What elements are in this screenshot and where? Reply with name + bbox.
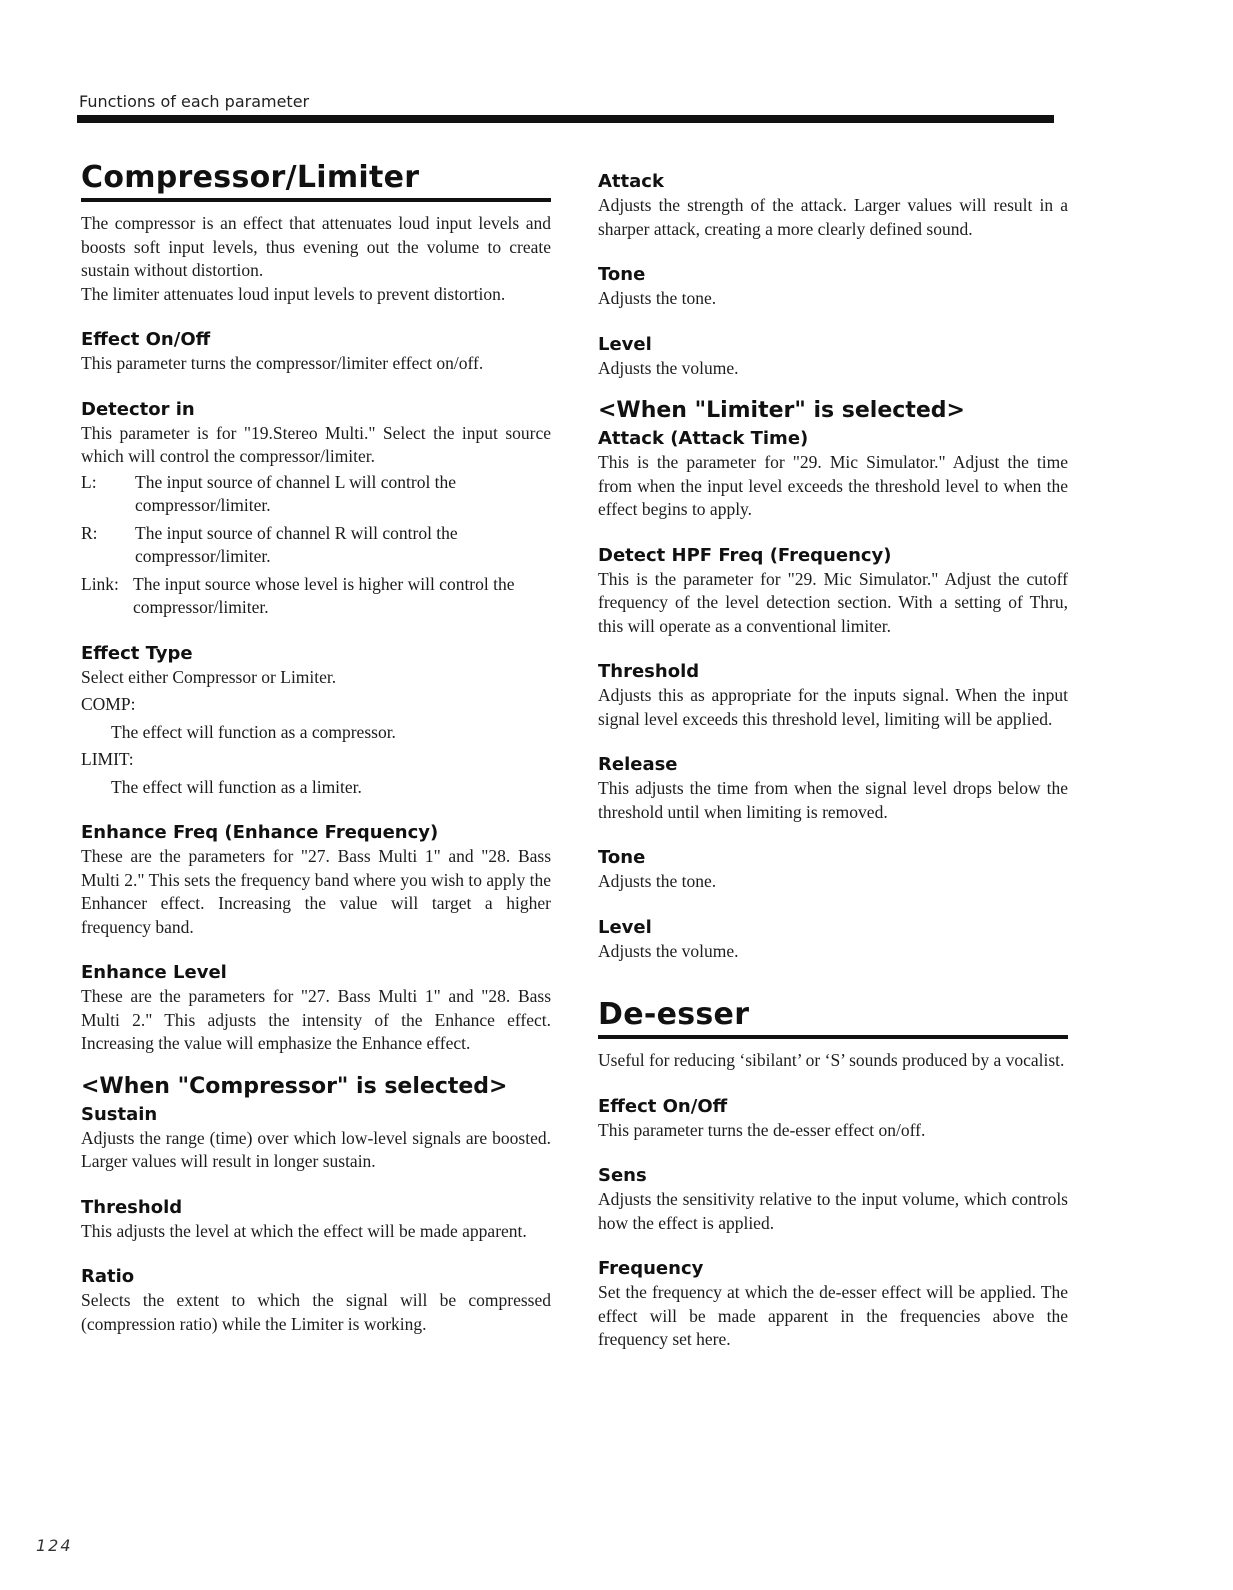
option-desc: The input source of channel L will control the compressor/limiter.: [135, 471, 457, 515]
param-frequency: [598, 1257, 1068, 1352]
param-desc: Adjusts the strength of the attack. Larger values will result in a sharper attack, creating a more clearly defined sound.: [598, 195, 1068, 239]
param-deesser-onoff: [598, 1095, 1068, 1143]
param-name: Detector in: [81, 398, 195, 420]
option-desc: The input source of channel R will control the compressor/limiter.: [135, 522, 458, 566]
param-name: Attack (Attack Time): [598, 428, 809, 449]
param-desc: Set the frequency at which the de-esser effect will be applied. The effect will be made apparent in the frequencies above the frequency set here.: [598, 1282, 1068, 1349]
param-desc: Adjusts the range (time) over which low-level signals are boosted. Larger values will result in longer sustain.: [81, 1127, 551, 1171]
param-ratio: [81, 1265, 551, 1336]
param-desc: Adjusts the tone.: [598, 871, 717, 891]
param-release: [598, 753, 1068, 824]
left-column: [81, 160, 551, 1336]
param-desc: Adjusts the volume.: [598, 357, 739, 378]
param-name: Threshold: [81, 1196, 183, 1218]
param-name: Effect On/Off: [598, 1095, 728, 1117]
section-title-compressor: Compressor/Limiter: [81, 160, 551, 202]
param-name: Level: [598, 333, 652, 355]
right-column: [598, 170, 1068, 1352]
param-name: Effect On/Off: [81, 329, 211, 350]
param-desc: Adjusts the sensitivity relative to the input volume, which controls how the effect is applied.: [598, 1189, 1068, 1233]
param-attack-time: [598, 427, 1068, 522]
param-name: Detect HPF Freq (Frequency): [598, 544, 892, 566]
param-name: Tone: [598, 847, 646, 868]
param-limiter-threshold: [598, 660, 1068, 731]
param-desc: This is the parameter for "29. Mic Simulator." Adjust the cutoff frequency of the level detection section. With a setting of Thru, this will operate as a conventional limiter.: [598, 568, 1068, 636]
param-tone: [598, 263, 1068, 311]
param-desc: This parameter is for "19.Stereo Multi." Select the input source which will control the compressor/limiter.: [81, 422, 551, 466]
param-desc: These are the parameters for "27. Bass Multi 1" and "28. Bass Multi 2." This sets the frequency band where you wish to apply the Enhancer effect. Increasing the value will target a higher frequency band.: [81, 846, 551, 937]
option-key: Link:: [81, 573, 119, 594]
param-name: Threshold: [598, 661, 700, 682]
mode-key: COMP:: [81, 694, 136, 714]
option-key: R:: [81, 522, 98, 543]
param-desc: Adjusts the tone.: [598, 288, 717, 308]
intro-paragraph: The compressor is an effect that attenuates loud input levels and boosts soft input levels, thus evening out the volume to create sustain without distortion.: [81, 213, 551, 280]
param-name: Enhance Freq (Enhance Frequency): [81, 822, 439, 843]
param-name: Enhance Level: [81, 962, 227, 983]
param-name: Ratio: [81, 1266, 135, 1287]
param-desc: This adjusts the level at which the effect will be made apparent.: [81, 1220, 527, 1241]
option-key: L:: [81, 471, 97, 492]
intro-paragraph: Useful for reducing ‘sibilant’ or ‘S’ sounds produced by a vocalist.: [598, 1050, 1065, 1070]
param-name: Frequency: [598, 1258, 704, 1279]
option-item: [81, 471, 551, 518]
param-limiter-level: [598, 916, 1068, 964]
running-header: Functions of each parameter: [79, 92, 310, 111]
option-item: [81, 522, 551, 569]
option-item: [81, 573, 551, 620]
de-esser-intro: [598, 1049, 1068, 1073]
intro-paragraph: The limiter attenuates loud input levels to prevent distortion.: [81, 283, 506, 304]
param-name: Release: [598, 754, 678, 775]
param-enhance-level: [81, 961, 551, 1056]
param-desc: Selects the extent to which the signal will be compressed (compression ratio) while the Limiter is working.: [81, 1290, 551, 1334]
mode-item: [81, 693, 551, 744]
mode-key: LIMIT:: [81, 749, 134, 769]
section-title-de-esser: De-esser: [598, 997, 1068, 1039]
param-desc: This adjusts the time from when the signal level drops below the threshold until when limiting is removed.: [598, 778, 1068, 822]
param-name: Sens: [598, 1165, 647, 1186]
param-desc: Select either Compressor or Limiter.: [81, 666, 337, 687]
param-name: Tone: [598, 264, 646, 285]
param-desc: This is the parameter for "29. Mic Simulator." Adjust the time from when the input level exceeds the threshold level to when the effect begins to apply.: [598, 452, 1068, 519]
option-desc: The input source whose level is higher will control the compressor/limiter.: [133, 573, 515, 617]
param-desc: Adjusts the volume.: [598, 940, 739, 961]
mode-item: [81, 748, 551, 799]
header-rule: [77, 115, 1054, 123]
page-number: 124: [36, 1536, 73, 1555]
param-effect-type: [81, 642, 551, 800]
param-desc: This parameter turns the compressor/limiter effect on/off.: [81, 353, 484, 373]
param-limiter-tone: [598, 846, 1068, 894]
param-desc: These are the parameters for "27. Bass Multi 1" and "28. Bass Multi 2." This adjusts the intensity of the Enhance effect. Increasing the value will emphasize the Enhance effect.: [81, 986, 551, 1053]
compressor-intro: [81, 212, 551, 306]
param-sustain: [81, 1103, 551, 1174]
param-detector-in: [81, 398, 551, 620]
param-attack: [598, 170, 1068, 241]
param-threshold: [81, 1196, 551, 1244]
param-enhance-freq: [81, 821, 551, 939]
param-detect-hpf: [598, 544, 1068, 639]
mode-desc: The effect will function as a compressor.: [111, 721, 396, 742]
param-name: Attack: [598, 171, 664, 192]
param-sens: [598, 1164, 1068, 1235]
param-effect-onoff: [81, 328, 551, 376]
param-name: Effect Type: [81, 642, 193, 664]
param-desc: This parameter turns the de-esser effect on/off.: [598, 1119, 926, 1140]
subhead-when-limiter: <When "Limiter" is selected>: [598, 398, 965, 423]
mode-desc: The effect will function as a limiter.: [111, 776, 362, 797]
subhead-when-compressor: <When "Compressor" is selected>: [81, 1073, 508, 1099]
param-name: Level: [598, 916, 652, 938]
param-name: Sustain: [81, 1103, 158, 1125]
param-desc: Adjusts this as appropriate for the inputs signal. When the input signal level exceeds this threshold level, limiting will be applied.: [598, 685, 1068, 729]
param-level: [598, 333, 1068, 381]
